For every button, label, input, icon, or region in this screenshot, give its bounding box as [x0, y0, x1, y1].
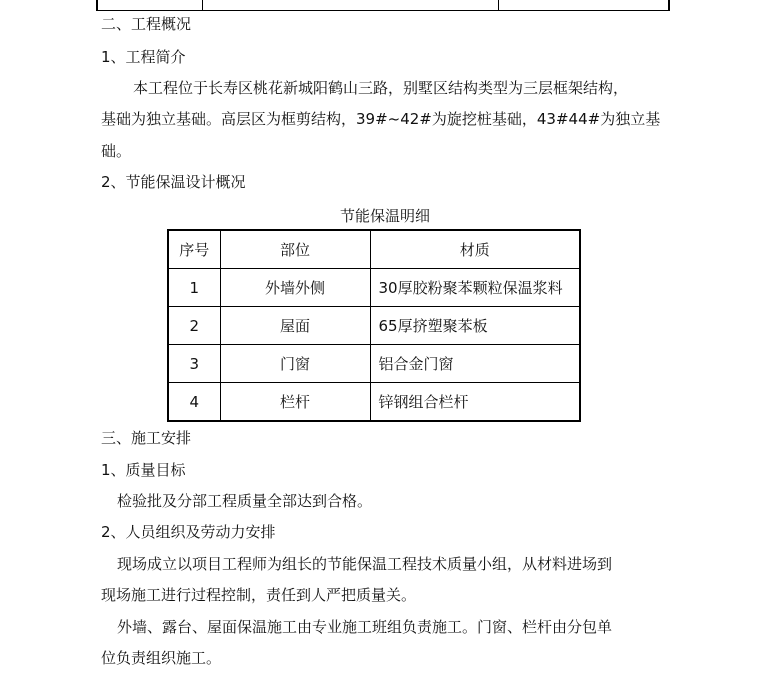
- subheading-quality: 1、质量目标: [101, 461, 186, 479]
- insulation-detail-table: [167, 229, 581, 422]
- table-cell: 外墙外侧: [220, 269, 370, 307]
- table-cell: 门窗: [220, 345, 370, 383]
- table-cell: 2: [168, 307, 220, 345]
- table-cell: 铝合金门窗: [370, 345, 580, 383]
- quality-text: 检验批及分部工程质量全部达到合格。: [117, 492, 373, 510]
- section-heading-construction: 三、施工安排: [101, 429, 192, 447]
- intro-paragraph-line: 基础为独立基础。高层区为框剪结构，39#~42#为旋挖桩基础，43#44#为独立基: [101, 110, 661, 128]
- table-cell: 3: [168, 345, 220, 383]
- table-cell: 锌钢组合栏杆: [370, 383, 580, 422]
- table-cell: 屋面: [220, 307, 370, 345]
- subheading-design: 2、节能保温设计概况: [101, 173, 246, 191]
- header-cell: 部位: [220, 230, 370, 269]
- staff-paragraph-line: 现场施工进行过程控制，责任到人严把质量关。: [101, 586, 417, 604]
- staff-paragraph-line: 现场成立以项目工程师为组长的节能保温工程技术质量小组，从材料进场到: [117, 555, 613, 573]
- table-cell: 4: [168, 383, 220, 422]
- header-cell: 材质: [370, 230, 580, 269]
- table-cell: 栏杆: [220, 383, 370, 422]
- table-row: [168, 383, 580, 422]
- table-header-row: [168, 230, 580, 269]
- table-row: [168, 269, 580, 307]
- intro-paragraph-line: 础。: [101, 142, 132, 160]
- intro-paragraph-line: 本工程位于长寿区桃花新城阳鹤山三路，别墅区结构类型为三层框架结构，: [133, 79, 629, 97]
- table-caption: 节能保温明细: [339, 207, 430, 225]
- table-row: [168, 307, 580, 345]
- subheading-intro: 1、工程简介: [101, 48, 186, 66]
- subheading-staff: 2、人员组织及劳动力安排: [101, 523, 276, 541]
- table-cell: 65厚挤塑聚苯板: [370, 307, 580, 345]
- table-divider: [202, 0, 203, 10]
- table-divider: [498, 0, 499, 10]
- table-row: [168, 345, 580, 383]
- staff-paragraph-line: 外墙、露台、屋面保温施工由专业施工班组负责施工。门窗、栏杆由分包单: [117, 618, 613, 636]
- header-cell: 序号: [168, 230, 220, 269]
- table-cell: 30厚胶粉聚苯颗粒保温浆料: [370, 269, 580, 307]
- table-cell: 1: [168, 269, 220, 307]
- previous-table-fragment: [96, 0, 670, 11]
- staff-paragraph-line: 位负责组织施工。: [101, 649, 222, 667]
- section-heading-overview: 二、工程概况: [101, 15, 192, 33]
